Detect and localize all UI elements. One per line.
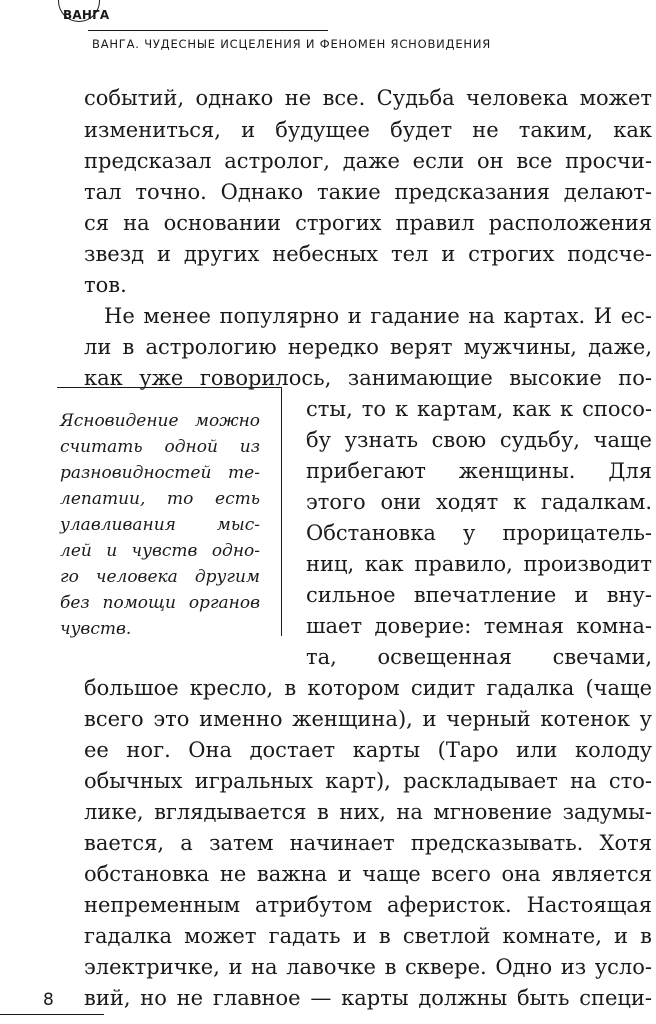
text-line: лике, вглядывается в них, на мгновение задумы- — [84, 800, 652, 824]
text-line: сты, то к картам, как к спосо- — [306, 397, 652, 421]
sidebar-line: считать одной из — [60, 437, 260, 457]
text-line: вий, но не главное — карты должны быть специ- — [84, 986, 652, 1010]
paragraph-first-line: Не менее популярно и гадание на картах. И ес- — [104, 304, 652, 328]
text-line: ниц, как правило, производит — [306, 552, 652, 576]
footer-rule — [0, 1014, 104, 1015]
text-line: обычных игральных карт), раскладывает на сто- — [84, 769, 652, 793]
sidebar-line: Ясновидение можно — [60, 411, 260, 431]
text-line: всего это именно женщина), и черный котенок у — [84, 707, 652, 731]
text-line: тов. — [84, 273, 127, 297]
text-line: непременным атрибутом аферисток. Настоящая — [84, 893, 652, 917]
text-line: бу узнать свою судьбу, чаще — [306, 428, 652, 452]
text-line: та, освещенная свечами, — [306, 645, 652, 669]
text-line: ли в астрологию нередко верят мужчины, даже, — [84, 335, 652, 359]
text-line: ее ног. Она достает карты (Таро или колоду — [84, 738, 652, 762]
logo: ВАНГА — [63, 8, 110, 22]
sidebar-line: лепатии, то есть — [60, 489, 260, 509]
text-line: предсказал астролог, даже если он все просчи- — [84, 149, 652, 173]
sidebar-rule-right — [281, 387, 282, 636]
running-head: ВАНГА. ЧУДЕСНЫЕ ИСЦЕЛЕНИЯ И ФЕНОМЕН ЯСНОВИДЕНИЯ — [92, 37, 492, 51]
header-rule — [88, 30, 328, 31]
text-line: тал точно. Однако такие предсказания делают- — [84, 180, 652, 204]
text-line: прибегают женщины. Для — [306, 459, 652, 483]
text-line: этого они ходят к гадалкам. — [306, 490, 652, 514]
text-line: электричке, и на лавочке в сквере. Одно из усло- — [84, 955, 652, 979]
page-number: 8 — [43, 990, 54, 1010]
sidebar-line: чувств. — [60, 619, 132, 639]
text-line: большое кресло, в котором сидит гадалка (чаще — [84, 676, 652, 700]
text-line: гадалка может гадать и в светлой комнате, и в — [84, 924, 652, 948]
sidebar-line: разновидностей те- — [60, 463, 260, 483]
text-line: измениться, и будущее будет не таким, как — [84, 118, 652, 142]
text-line: вается, а затем начинает предсказывать. Хотя — [84, 831, 652, 855]
sidebar-line: го человека другим — [60, 567, 260, 587]
text-line: обстановка не важна и чаще всего она является — [84, 862, 652, 886]
page-header — [0, 0, 656, 60]
text-line: событий, однако не все. Судьба человека может — [84, 86, 652, 110]
sidebar-line: улавливания мыс- — [60, 515, 260, 535]
text-line: как уже говорилось, занимающие высокие по- — [84, 366, 652, 390]
sidebar-rule-top — [57, 387, 282, 388]
sidebar-line: лей и чувств одно- — [60, 541, 260, 561]
text-line: звезд и других небесных тел и строгих подсче- — [84, 242, 652, 266]
text-line: шает доверие: темная комна- — [306, 614, 652, 638]
text-line: Обстановка у прорицатель- — [306, 521, 652, 545]
text-line: ся на основании строгих правил расположения — [84, 211, 652, 235]
sidebar-line: без помощи органов — [60, 593, 260, 613]
text-line: сильное впечатление и вну- — [306, 583, 652, 607]
